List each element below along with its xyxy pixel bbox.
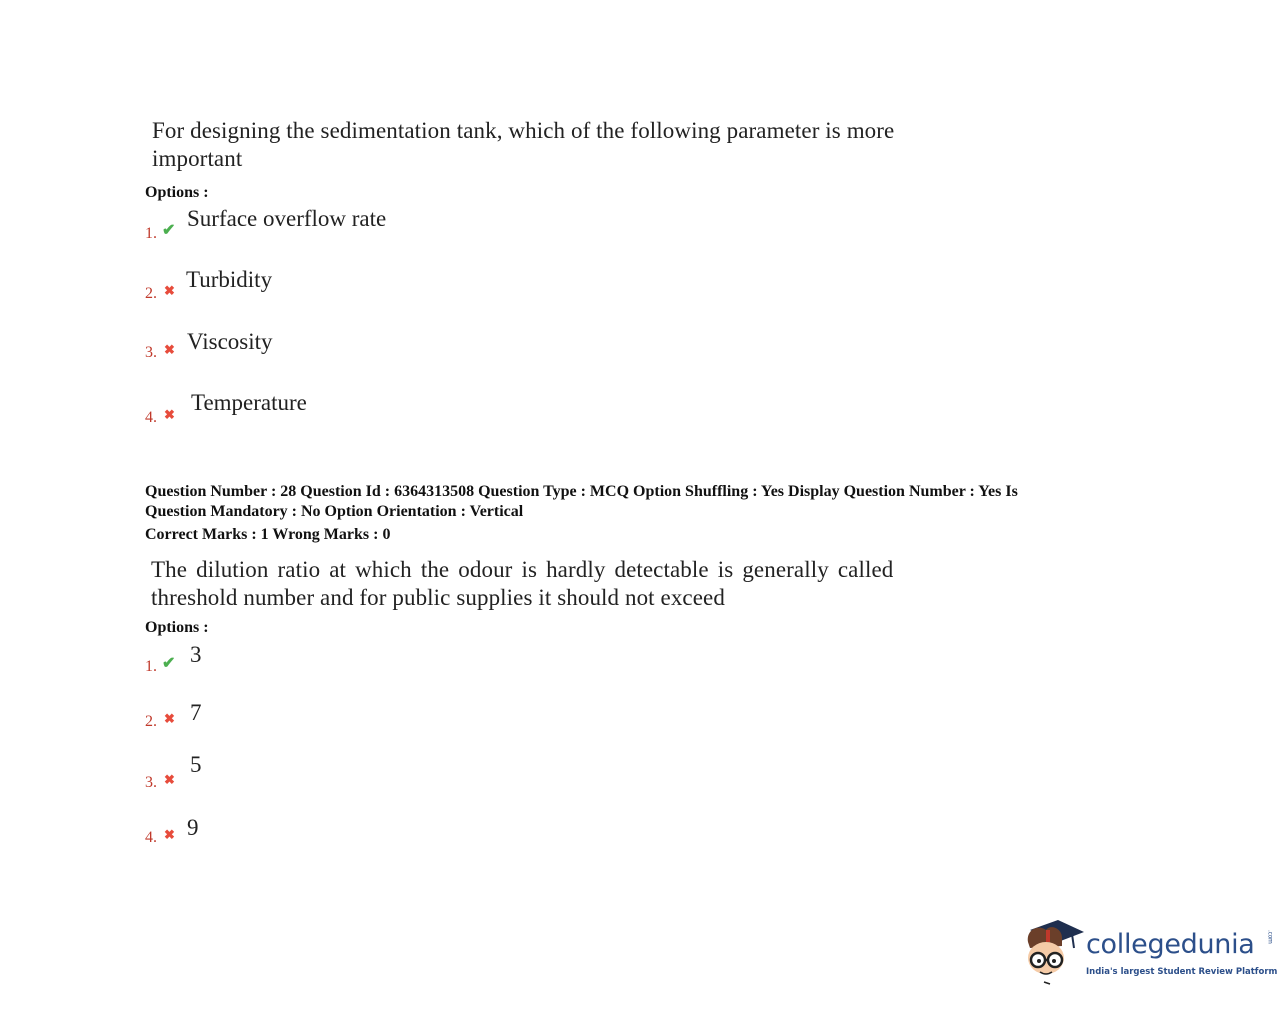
option-number: 1. <box>145 225 157 242</box>
meta-line-1: Question Number : 28 Question Id : 6364313508 Question Type : MCQ Option Shuffling : Yes Display Question Number : Yes Is <box>145 483 1018 500</box>
option-number: 4. <box>145 829 157 846</box>
option-text: 7 <box>190 700 202 725</box>
logo-superscript: .com <box>1266 930 1274 944</box>
question-1-line-2: important <box>152 146 243 171</box>
options-label: Options : <box>145 619 209 636</box>
option-text: Viscosity <box>187 329 273 354</box>
cross-icon: ✖ <box>164 772 175 787</box>
option-text: 3 <box>190 642 202 667</box>
marks-info: Correct Marks : 1 Wrong Marks : 0 <box>145 526 391 543</box>
option-text: Turbidity <box>186 267 273 292</box>
check-icon: ✔ <box>162 222 176 239</box>
option-text: Temperature <box>191 390 307 415</box>
options-label: Options : <box>145 184 209 201</box>
cross-icon: ✖ <box>164 827 175 842</box>
question-2-line-1: The dilution ratio at which the odour is hardly detectable is generally called <box>151 557 894 582</box>
meta-line-2: Question Mandatory : No Option Orientation : Vertical <box>145 503 524 520</box>
cross-icon: ✖ <box>164 342 175 357</box>
check-icon: ✔ <box>162 655 176 672</box>
question-2-line-2: threshold number and for public supplies it should not exceed <box>151 585 725 610</box>
option-number: 2. <box>145 713 157 730</box>
logo-name: collegedunia <box>1086 929 1255 960</box>
option-text: Surface overflow rate <box>187 206 387 231</box>
logo-wordmark <box>1086 930 1284 960</box>
option-text: 5 <box>190 752 202 777</box>
collegedunia-logo[interactable] <box>1022 916 1278 990</box>
cross-icon: ✖ <box>164 283 175 298</box>
option-number: 1. <box>145 658 157 675</box>
option-number: 2. <box>145 285 157 302</box>
question-2-meta <box>145 482 1018 522</box>
option-number: 4. <box>145 409 157 426</box>
mascot-icon <box>1022 916 1084 986</box>
question-1-text <box>152 117 894 173</box>
question-1-line-1: For designing the sedimentation tank, which of the following parameter is more <box>152 118 895 143</box>
cross-icon: ✖ <box>164 407 175 422</box>
option-number: 3. <box>145 774 157 791</box>
option-number: 3. <box>145 344 157 361</box>
logo-tagline: India's largest Student Review Platform <box>1086 967 1278 977</box>
question-2-text <box>151 556 893 612</box>
cross-icon: ✖ <box>164 711 175 726</box>
option-text: 9 <box>187 815 199 840</box>
